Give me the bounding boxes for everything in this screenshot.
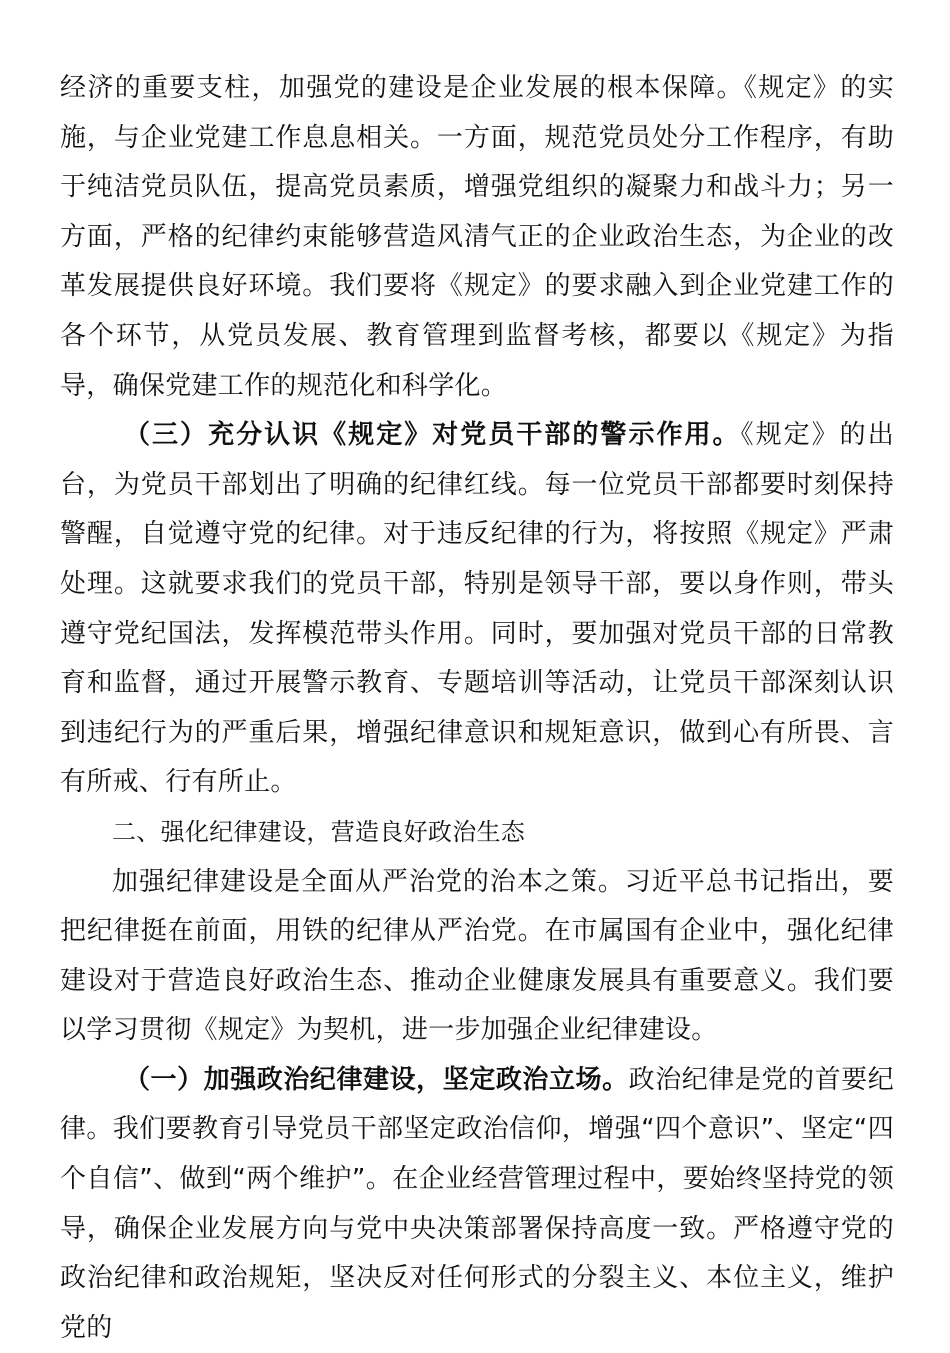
paragraph-lead-heading: （三）充分认识《规定》对党员干部的警示作用。 (124, 420, 741, 451)
paragraph-text: 加强纪律建设是全面从严治党的治本之策。习近平总书记指出，要把纪律挺在前面，用铁的纪律从严治党。在市属国有企业中，强化纪律建设对于营造良好政治生态、推动企业健康发展具有重要意义。我们要以学习贯彻《规定》为契机，进一步加强企业纪律建设。 (60, 866, 894, 1046)
paragraph-text: 经济的重要支柱，加强党的建设是企业发展的根本保障。《规定》的实施，与企业党建工作息息相关。一方面，规范党员处分工作程序，有助于纯洁党员队伍，提高党员素质，增强党组织的凝聚力和战斗力；另一方面，严格的纪律约束能够营造风清气正的企业政治生态，为企业的改革发展提供良好环境。我们要将《规定》的要求融入到企业党建工作的各个环节，从党员发展、教育管理到监督考核，都要以《规定》为指导，确保党建工作的规范化和科学化。 (60, 73, 894, 401)
paragraph-political-discipline (60, 1056, 894, 1353)
paragraph-text: 《规定》的出台，为党员干部划出了明确的纪律红线。每一位党员干部都要时刻保持警醒，自觉遵守党的纪律。对于违反纪律的行为，将按照《规定》严肃处理。这就要求我们的党员干部，特别是领导干部，要以身作则，带头遵守党纪国法，发挥模范带头作用。同时，要加强对党员干部的日常教育和监督，通过开展警示教育、专题培训等活动，让党员干部深刻认识到违纪行为的严重后果，增强纪律意识和规矩意识，做到心有所畏、言有所戒、行有所止。 (60, 420, 894, 798)
document-page (60, 64, 894, 1353)
paragraph-lead-heading: （一）加强政治纪律建设，坚定政治立场。 (124, 1064, 629, 1095)
paragraph-text: 政治纪律是党的首要纪律。我们要教育引导党员干部坚定政治信仰，增强“四个意识”、坚定“四个自信”、做到“两个维护”。在企业经营管理过程中，要始终坚持党的领导，确保企业发展方向与党中央决策部署保持高度一致。严格遵守党的政治纪律和政治规矩，坚决反对任何形式的分裂主义、本位主义，维护党的 (60, 1064, 894, 1343)
paragraph-party-building-continuation (60, 64, 894, 411)
paragraph-warning-role (60, 411, 894, 808)
section-heading-discipline (60, 808, 894, 858)
paragraph-discipline-intro (60, 858, 894, 1056)
section-heading-text: 二、强化纪律建设，营造良好政治生态 (112, 817, 526, 846)
